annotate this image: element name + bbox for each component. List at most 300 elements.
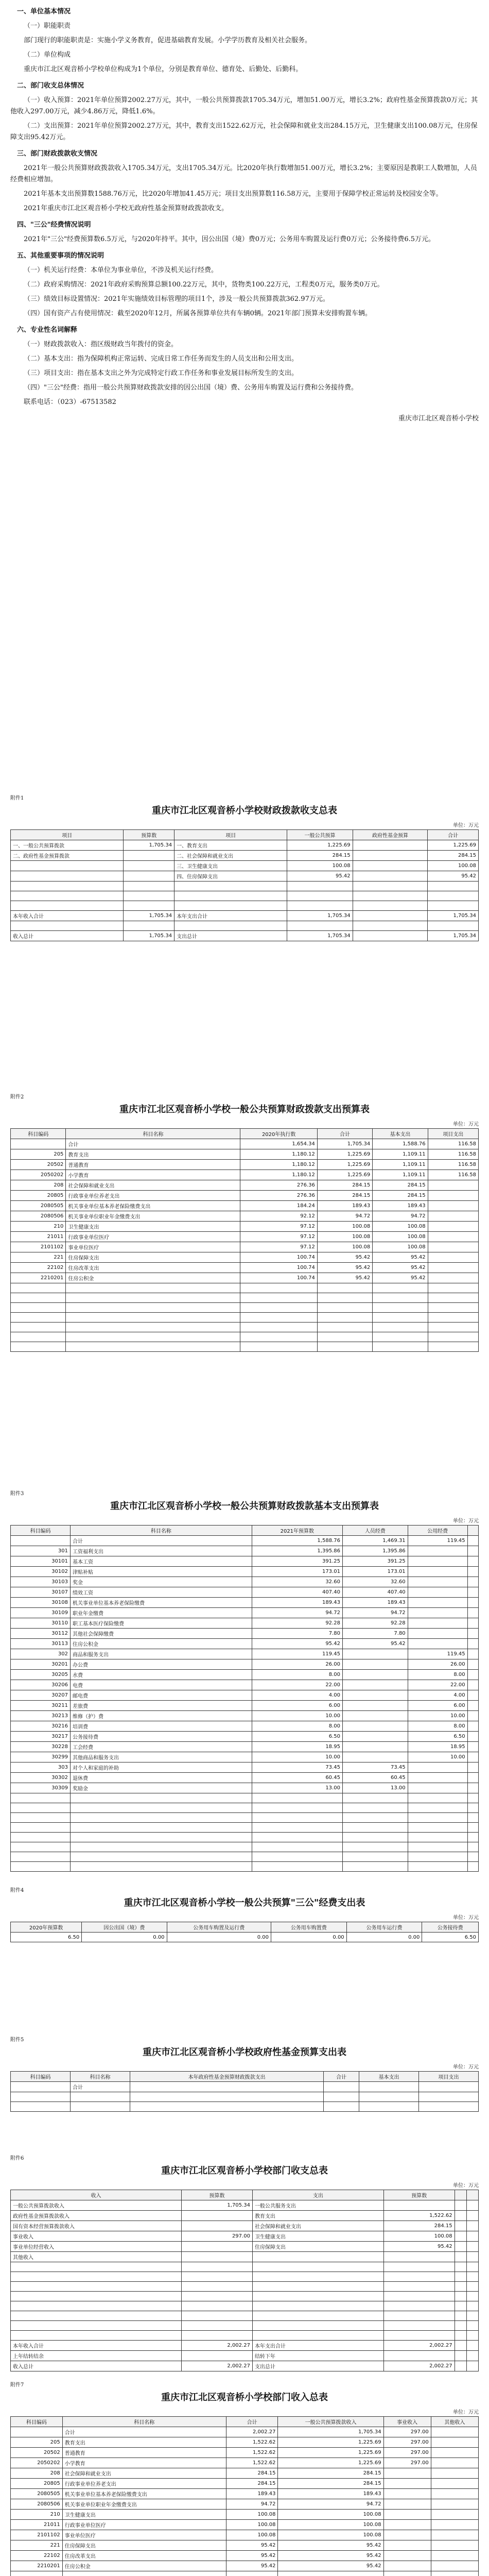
- table-cell: 173.01: [342, 1567, 408, 1577]
- table-cell: [11, 2321, 182, 2331]
- column-header: 合计: [428, 830, 479, 840]
- table-row: [11, 1618, 479, 1629]
- table-cell: [428, 1180, 478, 1191]
- table-cell: 对个人和家庭的补助: [70, 1762, 252, 1773]
- table-cell: [467, 1587, 478, 1598]
- paragraph: （二）单位构成: [24, 51, 71, 59]
- table-cell: [408, 1803, 467, 1813]
- table-cell: 30211: [11, 1701, 71, 1711]
- column-header: 项目: [174, 830, 287, 840]
- table-row: [11, 2221, 479, 2231]
- table-cell: [66, 1342, 240, 1352]
- table-cell: 297.00: [383, 2448, 431, 2458]
- table-cell: 1,705.34: [124, 931, 174, 941]
- table-cell: [466, 2292, 478, 2301]
- table-cell: [466, 2331, 478, 2341]
- table-cell: 事业单位经营收入: [11, 2242, 182, 2252]
- table-cell: 6.50: [422, 1933, 479, 1942]
- table-cell: 教育支出: [66, 1149, 240, 1160]
- table-cell: 1,225.69: [317, 1160, 372, 1170]
- table-row: [11, 921, 479, 931]
- table-cell: [11, 1823, 71, 1833]
- table-cell: [11, 1342, 66, 1352]
- table-row: [11, 1933, 479, 1942]
- table-cell: 221: [11, 1252, 66, 1263]
- table-cell: 6.50: [252, 1732, 342, 1742]
- table-cell: [408, 1618, 467, 1629]
- table-cell: [66, 1332, 240, 1342]
- table-row: [11, 1629, 479, 1639]
- table-cell: [353, 901, 428, 911]
- table-cell: 30216: [11, 1721, 71, 1732]
- table-cell: 其他社会保障缴费: [70, 1629, 252, 1639]
- table-cell: 13.00: [252, 1783, 342, 1793]
- column-header: 因公出国（境）费: [82, 1922, 167, 1933]
- table-cell: 奖励金: [70, 1783, 252, 1793]
- table-cell: [467, 1842, 478, 1852]
- table-cell: [174, 882, 287, 891]
- table-row: [11, 1323, 479, 1332]
- table-cell: 95.42: [278, 2540, 383, 2551]
- table-cell: 284.15: [278, 2479, 383, 2489]
- column-header: 科目编码: [11, 1129, 66, 1139]
- table-cell: 100.08: [428, 861, 479, 871]
- table-cell: [383, 2520, 431, 2530]
- table-cell: [11, 1536, 71, 1546]
- attachment-label: 附件3: [10, 1491, 24, 1497]
- table-cell: 1,225.69: [287, 840, 353, 851]
- table-cell: [383, 2311, 455, 2321]
- table-cell: 工会经费: [70, 1742, 252, 1752]
- table-cell: [62, 2571, 226, 2576]
- table-cell: [428, 921, 479, 931]
- table-row: [11, 1170, 479, 1180]
- table-cell: 商品和服务支出: [70, 1649, 252, 1659]
- table-row: [11, 1293, 479, 1303]
- table-cell: 100.08: [278, 2510, 383, 2520]
- table-cell: 92.28: [342, 1618, 408, 1629]
- table-row: [11, 1670, 479, 1680]
- table-cell: 95.42: [287, 871, 353, 882]
- table-cell: [66, 1323, 240, 1332]
- table-cell: [373, 1303, 428, 1313]
- table-cell: 行政事业单位养老支出: [66, 1191, 240, 1201]
- table-cell: [182, 2311, 253, 2321]
- table-cell: [359, 2092, 418, 2102]
- table-cell: 1,705.34: [124, 911, 174, 921]
- table-row: [11, 1342, 479, 1352]
- table-cell: [11, 1852, 71, 1862]
- paragraph: 2021年重庆市江北区观音桥小学校无政府性基金预算财政拨款收支。: [24, 205, 229, 212]
- table-cell: 302: [11, 1649, 71, 1659]
- table-row: [11, 2211, 479, 2221]
- table-cell: 205: [11, 1149, 66, 1160]
- table-cell: [240, 1303, 317, 1313]
- table-title: 重庆市江北区观音桥小学校部门收入总表: [161, 2392, 328, 2403]
- table-cell: 21011: [11, 2520, 63, 2530]
- table-cell: [252, 1862, 342, 1872]
- table-cell: [431, 2479, 478, 2489]
- table-cell: [252, 1793, 342, 1803]
- table-cell: 1,705.34: [287, 911, 353, 921]
- table-cell: 116.58: [428, 1160, 478, 1170]
- table-row: [11, 1783, 479, 1793]
- table-cell: 284.15: [383, 2221, 455, 2231]
- table-cell: [466, 2321, 478, 2331]
- table-row: [11, 871, 479, 882]
- table-cell: 100.74: [240, 1252, 317, 1263]
- table-cell: 116.58: [428, 1170, 478, 1180]
- table-cell: 合计: [62, 2427, 226, 2437]
- table-cell: [418, 2082, 478, 2092]
- table-cell: [467, 1773, 478, 1783]
- table-cell: [467, 1639, 478, 1649]
- table-cell: 30103: [11, 1577, 71, 1587]
- table-cell: [70, 2102, 130, 2112]
- table-cell: 30302: [11, 1773, 71, 1783]
- table-cell: 行政事业单位养老支出: [62, 2479, 226, 2489]
- table-cell: [287, 891, 353, 901]
- table-cell: [174, 891, 287, 901]
- table-cell: [428, 1332, 478, 1342]
- table-cell: [431, 2458, 478, 2468]
- table-cell: [467, 1742, 478, 1752]
- table-cell: [383, 2468, 431, 2479]
- table-cell: [11, 1803, 71, 1813]
- table-cell: [383, 2540, 431, 2551]
- table-cell: [11, 891, 124, 901]
- table-cell: [467, 1721, 478, 1732]
- table-row: [11, 1762, 479, 1773]
- table-cell: [467, 1823, 478, 1833]
- table-cell: 1,705.34: [124, 840, 174, 851]
- table-cell: [373, 1342, 428, 1352]
- table-cell: [252, 2321, 383, 2331]
- table-cell: 97.12: [240, 1242, 317, 1252]
- table-cell: 电费: [70, 1680, 252, 1690]
- column-header: 项目支出: [418, 2072, 478, 2082]
- table-cell: [240, 1332, 317, 1342]
- column-header: 政府性基金预算: [353, 830, 428, 840]
- table-cell: 四、住房保障支出: [174, 871, 287, 882]
- table-cell: 100.08: [226, 2510, 278, 2520]
- table-cell: 297.00: [383, 2458, 431, 2468]
- table-cell: 94.72: [226, 2499, 278, 2510]
- paragraph: （四）"三公"经费：指用一般公共预算财政拨款安排的因公出国（境）费、公务用车购置及运行费和公务接待费。: [24, 384, 358, 392]
- table-cell: [342, 1742, 408, 1752]
- table-row: [11, 2437, 479, 2448]
- table-cell: 189.43: [226, 2489, 278, 2499]
- table-cell: [342, 1711, 408, 1721]
- column-header: 其他收入: [431, 2417, 478, 2427]
- column-header: 预算数: [124, 830, 174, 840]
- table-row: [11, 2282, 479, 2292]
- table-cell: 30228: [11, 1742, 71, 1752]
- table-cell: 10.00: [252, 1711, 342, 1721]
- table-cell: [408, 1546, 467, 1556]
- table-cell: [11, 882, 124, 891]
- table-cell: [428, 891, 479, 901]
- table-cell: [11, 871, 124, 882]
- column-header: [455, 2190, 466, 2200]
- table-cell: 189.43: [278, 2489, 383, 2499]
- table-row: [11, 2479, 479, 2489]
- unit-label: 单位：万元: [453, 2064, 479, 2070]
- table-cell: 284.15: [226, 2479, 278, 2489]
- table-cell: 基本工资: [70, 1556, 252, 1567]
- table-cell: 100.08: [226, 2530, 278, 2540]
- table-cell: 1,705.34: [278, 2427, 383, 2437]
- table-cell: [317, 1283, 372, 1293]
- table-row: [11, 2341, 479, 2351]
- table-cell: 上年结转结余: [11, 2351, 182, 2361]
- table-cell: 2210201: [11, 1273, 66, 1283]
- document-page: [10, 0, 479, 425]
- table-cell: 普通教育: [66, 1160, 240, 1170]
- table-cell: 1,395.86: [342, 1546, 408, 1556]
- table-cell: 30207: [11, 1690, 71, 1701]
- table-cell: [324, 2102, 359, 2112]
- table-cell: [455, 2262, 466, 2272]
- table-cell: [428, 1323, 478, 1332]
- table-cell: 94.72: [252, 1608, 342, 1618]
- table-cell: [11, 2311, 182, 2321]
- table-cell: [130, 2082, 323, 2092]
- table-cell: [174, 901, 287, 911]
- column-header: 基本支出: [359, 2072, 418, 2082]
- column-header: 项目支出: [428, 1129, 478, 1139]
- table-cell: [359, 2102, 418, 2112]
- table-cell: 95.42: [317, 1273, 372, 1283]
- table-cell: [455, 2292, 466, 2301]
- paragraph: （三）项目支出：指在基本支出之外为完成特定行政工作任务和事业发展目标所发生的支出。: [24, 369, 299, 377]
- table-row: [11, 1639, 479, 1649]
- table-cell: [383, 2551, 431, 2561]
- table-row: [11, 1273, 479, 1283]
- table-cell: 95.42: [278, 2561, 383, 2571]
- table-cell: [408, 1842, 467, 1852]
- table-cell: [342, 1670, 408, 1680]
- table-cell: 60.45: [342, 1773, 408, 1783]
- table-row: [11, 1222, 479, 1232]
- table-cell: 住房公积金: [62, 2561, 226, 2571]
- table-cell: [455, 2311, 466, 2321]
- table-row: [11, 851, 479, 861]
- table-cell: 培训费: [70, 1721, 252, 1732]
- table-row: [11, 931, 479, 941]
- table-cell: [455, 2321, 466, 2331]
- table-cell: [11, 2292, 182, 2301]
- table-row: [11, 2499, 479, 2510]
- table-cell: [11, 901, 124, 911]
- table-cell: [455, 2231, 466, 2242]
- attachment-label: 附件7: [10, 2382, 24, 2388]
- table-cell: 100.08: [287, 861, 353, 871]
- table-cell: 92.12: [240, 1211, 317, 1222]
- table-cell: 8.00: [408, 1670, 467, 1680]
- table-cell: [428, 1263, 478, 1273]
- table-cell: [342, 1842, 408, 1852]
- table-row: [11, 2448, 479, 2458]
- table-cell: 0.00: [346, 1933, 422, 1942]
- table-cell: 284.15: [226, 2468, 278, 2479]
- table-cell: [70, 1793, 252, 1803]
- table-cell: 0.00: [82, 1933, 167, 1942]
- table-row: [11, 2331, 479, 2341]
- unit-label: 单位：万元: [453, 2410, 479, 2415]
- table-cell: [342, 1833, 408, 1842]
- table-cell: [317, 1332, 372, 1342]
- table-cell: [467, 1649, 478, 1659]
- budget-table: [10, 1922, 479, 1942]
- table-cell: [466, 2282, 478, 2292]
- table-cell: [383, 2321, 455, 2331]
- table-section: [10, 1886, 479, 1942]
- table-cell: 30205: [11, 1670, 71, 1680]
- table-cell: [383, 2272, 455, 2282]
- table-cell: 18.95: [408, 1742, 467, 1752]
- table-cell: [408, 1567, 467, 1577]
- table-cell: 1,705.34: [428, 931, 479, 941]
- table-cell: [353, 840, 428, 851]
- table-row: [11, 1191, 479, 1201]
- table-cell: [455, 2200, 466, 2211]
- table-cell: [408, 1587, 467, 1598]
- table-cell: [431, 2510, 478, 2520]
- table-cell: [353, 861, 428, 871]
- column-header: 人员经费: [342, 1526, 408, 1536]
- table-cell: 卫生健康支出: [66, 1222, 240, 1232]
- table-cell: 二、社会保障和就业支出: [174, 851, 287, 861]
- table-cell: 维修（护）费: [70, 1711, 252, 1721]
- table-cell: [252, 1813, 342, 1823]
- table-cell: 1,654.34: [240, 1139, 317, 1149]
- table-row: [11, 1567, 479, 1577]
- table-cell: [467, 1556, 478, 1567]
- table-cell: 邮电费: [70, 1690, 252, 1701]
- table-cell: 95.42: [226, 2551, 278, 2561]
- table-row: [11, 1149, 479, 1160]
- table-row: [11, 1242, 479, 1252]
- table-cell: 208: [11, 1180, 66, 1191]
- budget-table: [10, 2190, 479, 2371]
- column-header: 科目编码: [11, 2417, 63, 2427]
- table-cell: [11, 2272, 182, 2282]
- unit-label: 单位：万元: [453, 2183, 479, 2189]
- table-row: [11, 1313, 479, 1323]
- table-row: [11, 911, 479, 921]
- section-heading: 一、单位基本情况: [17, 8, 71, 15]
- table-cell: 事业收入: [11, 2231, 182, 2242]
- table-cell: 1,180.12: [240, 1149, 317, 1160]
- column-header: 合计: [317, 1129, 372, 1139]
- table-cell: 差旅费: [70, 1701, 252, 1711]
- table-cell: 30108: [11, 1598, 71, 1608]
- table-cell: [455, 2331, 466, 2341]
- paragraph: （二）政府采购情况：2021年政府采购预算总额100.22万元，其中，货物类100.22万元，工程类0万元，服务类0万元。: [24, 281, 384, 289]
- table-row: [11, 2489, 479, 2499]
- table-section: [10, 2380, 479, 2576]
- table-cell: [124, 901, 174, 911]
- table-cell: 95.42: [317, 1263, 372, 1273]
- table-cell: [70, 1852, 252, 1862]
- table-cell: [467, 1752, 478, 1762]
- table-cell: 8.00: [252, 1721, 342, 1732]
- table-row: [11, 1711, 479, 1721]
- table-cell: [70, 1862, 252, 1872]
- paragraph: （一）职能职责: [24, 22, 71, 30]
- table-cell: [408, 1862, 467, 1872]
- table-cell: 4.00: [408, 1690, 467, 1701]
- table-cell: 1,705.34: [182, 2200, 253, 2211]
- table-section: [10, 2154, 479, 2371]
- table-title: 重庆市江北区观音桥小学校部门收支总表: [161, 2165, 328, 2176]
- table-cell: [383, 2489, 431, 2499]
- table-cell: [11, 2092, 71, 2102]
- table-cell: 小学教育: [66, 1170, 240, 1180]
- table-cell: [11, 2331, 182, 2341]
- section-heading: 四、"三公"经费情况说明: [17, 221, 91, 229]
- table-cell: [428, 1191, 478, 1201]
- table-cell: [317, 1313, 372, 1323]
- attachment-label: 附件6: [10, 2156, 24, 2161]
- table-cell: [252, 1823, 342, 1833]
- table-cell: 合计: [66, 1139, 240, 1149]
- table-cell: 其他商品和服务支出: [70, 1752, 252, 1762]
- column-header: 科目编码: [11, 1526, 71, 1536]
- table-cell: 1,588.76: [252, 1536, 342, 1546]
- table-row: [11, 1283, 479, 1293]
- table-cell: 116.58: [428, 1149, 478, 1160]
- table-cell: 94.72: [373, 1211, 428, 1222]
- table-row: [11, 1659, 479, 1670]
- table-cell: [11, 861, 124, 871]
- table-cell: [408, 1783, 467, 1793]
- table-cell: [182, 2301, 253, 2311]
- table-cell: 公务接待费: [70, 1732, 252, 1742]
- table-cell: [287, 921, 353, 931]
- table-cell: [11, 1793, 71, 1803]
- table-cell: 13.00: [342, 1783, 408, 1793]
- table-cell: 本年收入合计: [11, 911, 124, 921]
- table-cell: 94.72: [342, 1608, 408, 1618]
- table-row: [11, 840, 479, 851]
- table-cell: [431, 2551, 478, 2561]
- table-cell: [383, 2510, 431, 2520]
- table-cell: 住房公积金: [70, 1639, 252, 1649]
- table-cell: 教育支出: [62, 2437, 226, 2448]
- table-cell: [455, 2351, 466, 2361]
- table-row: [11, 2292, 479, 2301]
- table-cell: [383, 2262, 455, 2272]
- table-cell: 60.45: [252, 1773, 342, 1783]
- table-cell: 100.08: [278, 2530, 383, 2540]
- table-cell: 30206: [11, 1680, 71, 1690]
- table-cell: 2080506: [11, 1211, 66, 1222]
- table-cell: [11, 2282, 182, 2292]
- table-row: [11, 1813, 479, 1823]
- table-cell: [174, 921, 287, 931]
- table-cell: [252, 2252, 383, 2262]
- table-cell: [342, 1752, 408, 1762]
- table-cell: 社会保障和就业支出: [66, 1180, 240, 1191]
- column-header: 合计: [226, 2417, 278, 2427]
- column-header: 合计: [324, 2072, 359, 2082]
- table-cell: 100.08: [383, 2231, 455, 2242]
- table-cell: 100.08: [317, 1222, 372, 1232]
- table-cell: [408, 1762, 467, 1773]
- column-header: 预算数: [383, 2190, 455, 2200]
